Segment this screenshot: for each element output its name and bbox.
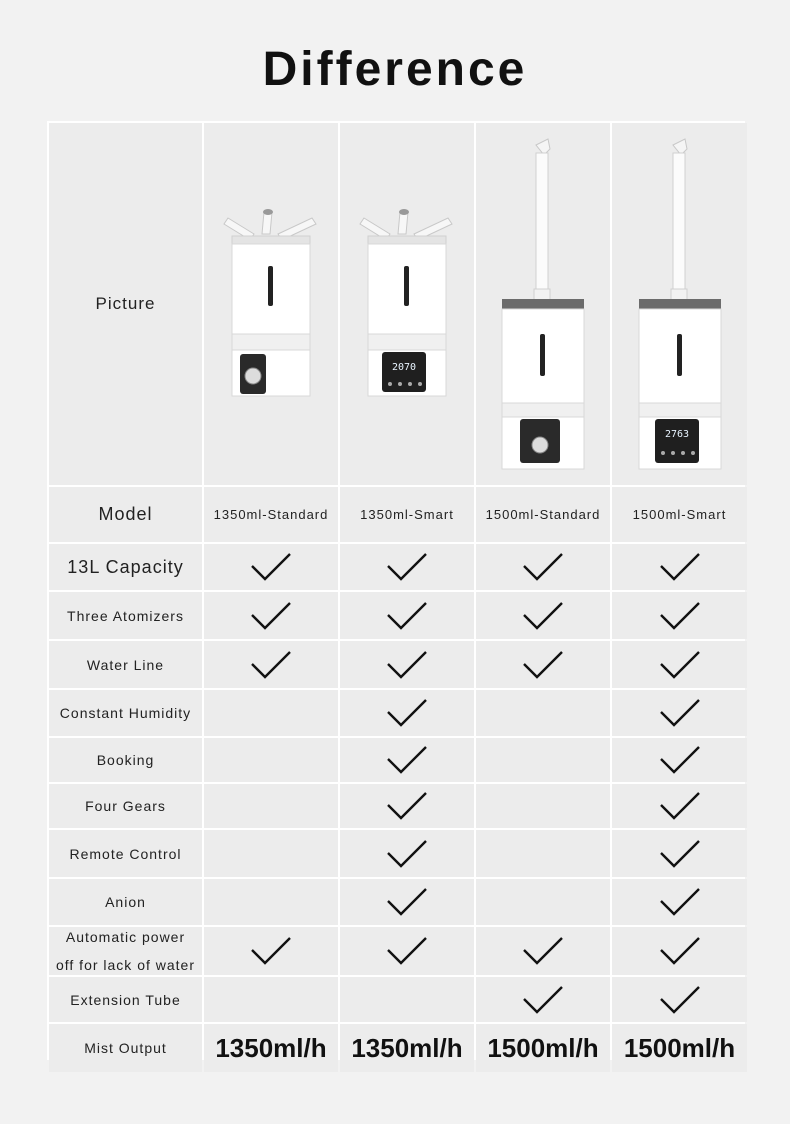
check-cell [340,784,474,828]
check-cell [340,544,474,590]
checkmark-icon [658,649,702,681]
comparison-table [47,121,745,1063]
check-cell [340,641,474,688]
check-cell [476,544,610,590]
check-cell [612,641,747,688]
check-cell [340,592,474,639]
check-cell [204,641,338,688]
checkmark-icon [658,744,702,776]
check-cell [204,977,338,1022]
checkmark-icon [658,551,702,583]
checkmark-icon [521,935,565,967]
check-cell [612,879,747,925]
check-cell [340,690,474,736]
mist-output-value: 1350ml/h [340,1024,474,1072]
check-cell [612,690,747,736]
check-cell [612,784,747,828]
check-cell [204,830,338,877]
checkmark-icon [521,600,565,632]
feature-label-atomizers: Three Atomizers [49,592,202,639]
check-cell [476,738,610,782]
checkmark-icon [249,600,293,632]
check-cell [204,592,338,639]
product-image-1500-smart [612,123,747,485]
checkmark-icon [385,886,429,918]
check-cell [340,927,474,975]
check-cell [612,830,747,877]
checkmark-icon [658,600,702,632]
feature-label-four-gears: Four Gears [49,784,202,828]
check-cell [476,879,610,925]
check-cell [476,690,610,736]
check-cell [612,544,747,590]
check-cell [612,738,747,782]
checkmark-icon [658,697,702,729]
checkmark-icon [385,697,429,729]
checkmark-icon [658,984,702,1016]
product-image-1350-standard [204,123,338,485]
page-title: Difference [262,43,528,96]
checkmark-icon [658,838,702,870]
feature-label-auto-power-off [49,927,202,975]
checkmark-icon [249,649,293,681]
check-cell [476,641,610,688]
checkmark-icon [249,935,293,967]
mist-output-value: 1500ml/h [612,1024,747,1072]
feature-label-constant-humidity: Constant Humidity [49,690,202,736]
check-cell [340,830,474,877]
check-cell [340,977,474,1022]
model-value: 1350ml-Standard [204,487,338,542]
mist-output-label: Mist Output [49,1024,202,1072]
feature-label-anion: Anion [49,879,202,925]
check-cell [476,784,610,828]
check-cell [204,690,338,736]
checkmark-icon [385,838,429,870]
mist-output-value: 1350ml/h [204,1024,338,1072]
checkmark-icon [521,649,565,681]
picture-label: Picture [49,123,202,485]
check-cell [612,592,747,639]
checkmark-icon [385,551,429,583]
model-value: 1500ml-Smart [612,487,747,542]
check-cell [204,927,338,975]
model-value: 1350ml-Smart [340,487,474,542]
lcd-display-text: 2070 [391,362,417,373]
check-cell [340,738,474,782]
check-cell [612,977,747,1022]
checkmark-icon [385,790,429,822]
checkmark-icon [249,551,293,583]
check-cell [204,738,338,782]
check-cell [204,784,338,828]
feature-label-water-line: Water Line [49,641,202,688]
check-cell [204,544,338,590]
checkmark-icon [385,649,429,681]
mist-output-value: 1500ml/h [476,1024,610,1072]
checkmark-icon [385,744,429,776]
product-image-1500-standard [476,123,610,485]
check-cell [476,592,610,639]
model-value: 1500ml-Standard [476,487,610,542]
checkmark-icon [385,600,429,632]
checkmark-icon [521,551,565,583]
checkmark-icon [658,886,702,918]
check-cell [476,830,610,877]
check-cell [340,879,474,925]
check-cell [476,927,610,975]
feature-label-booking: Booking [49,738,202,782]
check-cell [476,977,610,1022]
feature-label-capacity: 13L Capacity [49,544,202,590]
checkmark-icon [521,984,565,1016]
checkmark-icon [658,790,702,822]
feature-label-remote-control: Remote Control [49,830,202,877]
feature-label-line: off for lack of water [55,957,195,973]
check-cell [204,879,338,925]
model-label: Model [49,487,202,542]
checkmark-icon [658,935,702,967]
checkmark-icon [385,935,429,967]
feature-label-extension-tube: Extension Tube [49,977,202,1022]
check-cell [612,927,747,975]
lcd-display-text: 2763 [664,429,689,440]
product-image-1350-smart [340,123,474,485]
feature-label-line: Automatic power [65,929,186,945]
